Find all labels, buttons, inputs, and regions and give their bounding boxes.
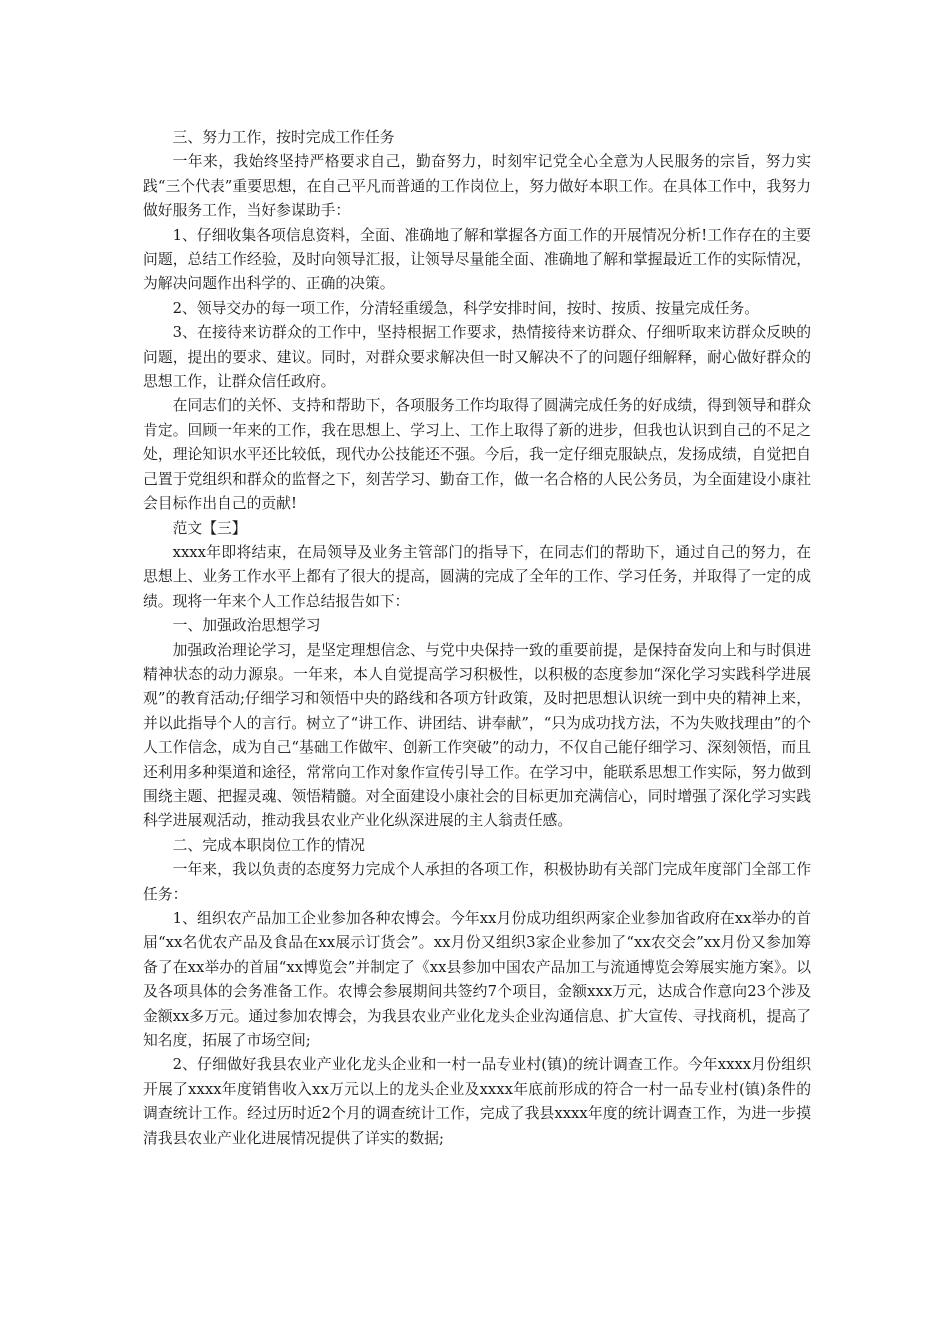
section-heading: 二、完成本职岗位工作的情况 <box>172 836 365 854</box>
section-heading: 一、加强政治思想学习 <box>172 617 321 635</box>
section-heading: 三、努力工作，按时完成工作任务 <box>172 129 395 146</box>
body-paragraph: 1、仔细收集各项信息资料，全面、准确地了解和掌握各方面工作的开展情况分析!工作存在的主要问题，总结工作经验，及时向领导汇报，让领导尽量能全面、准确地了解和掌握最近工作的实际情况，为解决问题作出科学的、正确的决策。 <box>143 226 811 293</box>
body-paragraph: 1、组织农产品加工企业参加各种农博会。今年xx月份成功组织两家企业参加省政府在xx举办的首届“xx名优农产品及食品在xx展示订货会”。xx月份又组织3家企业参加了“xx农交会”xx月份又参加筹备了在xx举办的首届“xx博览会”并制定了《xx县参加中国农产品加工与流通博览会筹展实施方案》。以及各项具体的会务准备工作。农博会参展期间共签约7个项目，金额xxx万元，达成合作意向23个涉及金额xx多万元。通过参加农博会，为我县农业产业化龙头企业沟通信息、扩大宣传、寻找商机，提高了知名度，拓展了市场空间; <box>143 910 811 1050</box>
body-paragraph: xxxx年即将结束，在局领导及业务主管部门的指导下，在同志们的帮助下，通过自己的努力，在思想上、业务工作水平上都有了很大的提高，圆满的完成了全年的工作、学习任务，并取得了一定的成绩。现将一年来个人工作总结报告如下： <box>143 543 811 610</box>
body-paragraph: 3、在接待来访群众的工作中，坚持根据工作要求，热情接待来访群众、仔细听取来访群众反映的问题，提出的要求、建议。同时，对群众要求解决但一时又解决不了的问题仔细解释，耐心做好群众的思想工作，让群众信任政府。 <box>143 324 811 391</box>
body-paragraph: 一年来，我始终坚持严格要求自己，勤奋努力，时刻牢记党全心全意为人民服务的宗旨，努力实践“三个代表”重要思想，在自己平凡而普通的工作岗位上，努力做好本职工作。在具体工作中，我努力做好服务工作，当好参谋助手： <box>143 153 811 220</box>
body-paragraph: 加强政治理论学习，是坚定理想信念、与党中央保持一致的重要前提，是保持奋发向上和与时俱进精神状态的动力源泉。一年来，本人自觉提高学习积极性，以积极的态度参加“深化学习实践科学进展观”的教育活动;仔细学习和领悟中央的路线和各项方针政策，及时把思想认识统一到中央的精神上来，并以此指导个人的言行。树立了“讲工作、讲团结、讲奉献”，“只为成功找方法，不为失败找理由”的个人工作信念，成为自己“基础工作做牢、创新工作突破”的动力，不仅自己能仔细学习、深刻领悟，而且还利用多种渠道和途径，常常向工作对象作宣传引导工作。在学习中，能联系思想工作实际，努力做到围绕主题、把握灵魂、领悟精髓。对全面建设小康社会的目标更加充满信心，同时增强了深化学习实践科学进展观活动，推动我县农业产业化纵深进展的主人翁责任感。 <box>143 641 811 830</box>
body-paragraph: 2、仔细做好我县农业产业化龙头企业和一村一品专业村(镇)的统计调查工作。今年xxxx月份组织开展了xxxx年度销售收入xx万元以上的龙头企业及xxxx年底前形成的符合一村一品专业村(镇)条件的调查统计工作。经过历时近2个月的调查统计工作，完成了我县xxxx年度的统计调查工作，为进一步摸清我县农业产业化进展情况提供了详实的数据; <box>143 1056 811 1147</box>
document-body <box>143 126 811 1151</box>
body-paragraph: 在同志们的关怀、支持和帮助下，各项服务工作均取得了圆满完成任务的好成绩，得到领导和群众肯定。回顾一年来的工作，我在思想上、学习上、工作上取得了新的进步，但我也认识到自己的不足之处，理论知识水平还比较低，现代办公技能还不强。今后，我一定仔细克服缺点，发扬成绩，自觉把自己置于党组织和群众的监督之下，刻苦学习、勤奋工作，做一名合格的人民公务员，为全面建设小康社会目标作出自己的贡献! <box>143 397 811 513</box>
body-paragraph: 2、领导交办的每一项工作，分清轻重缓急，科学安排时间，按时、按质、按量完成任务。 <box>172 299 760 317</box>
sample-heading: 范文【三】 <box>172 519 247 537</box>
body-paragraph: 一年来，我以负责的态度努力完成个人承担的各项工作，积极协助有关部门完成年度部门全部工作任务： <box>143 861 811 903</box>
